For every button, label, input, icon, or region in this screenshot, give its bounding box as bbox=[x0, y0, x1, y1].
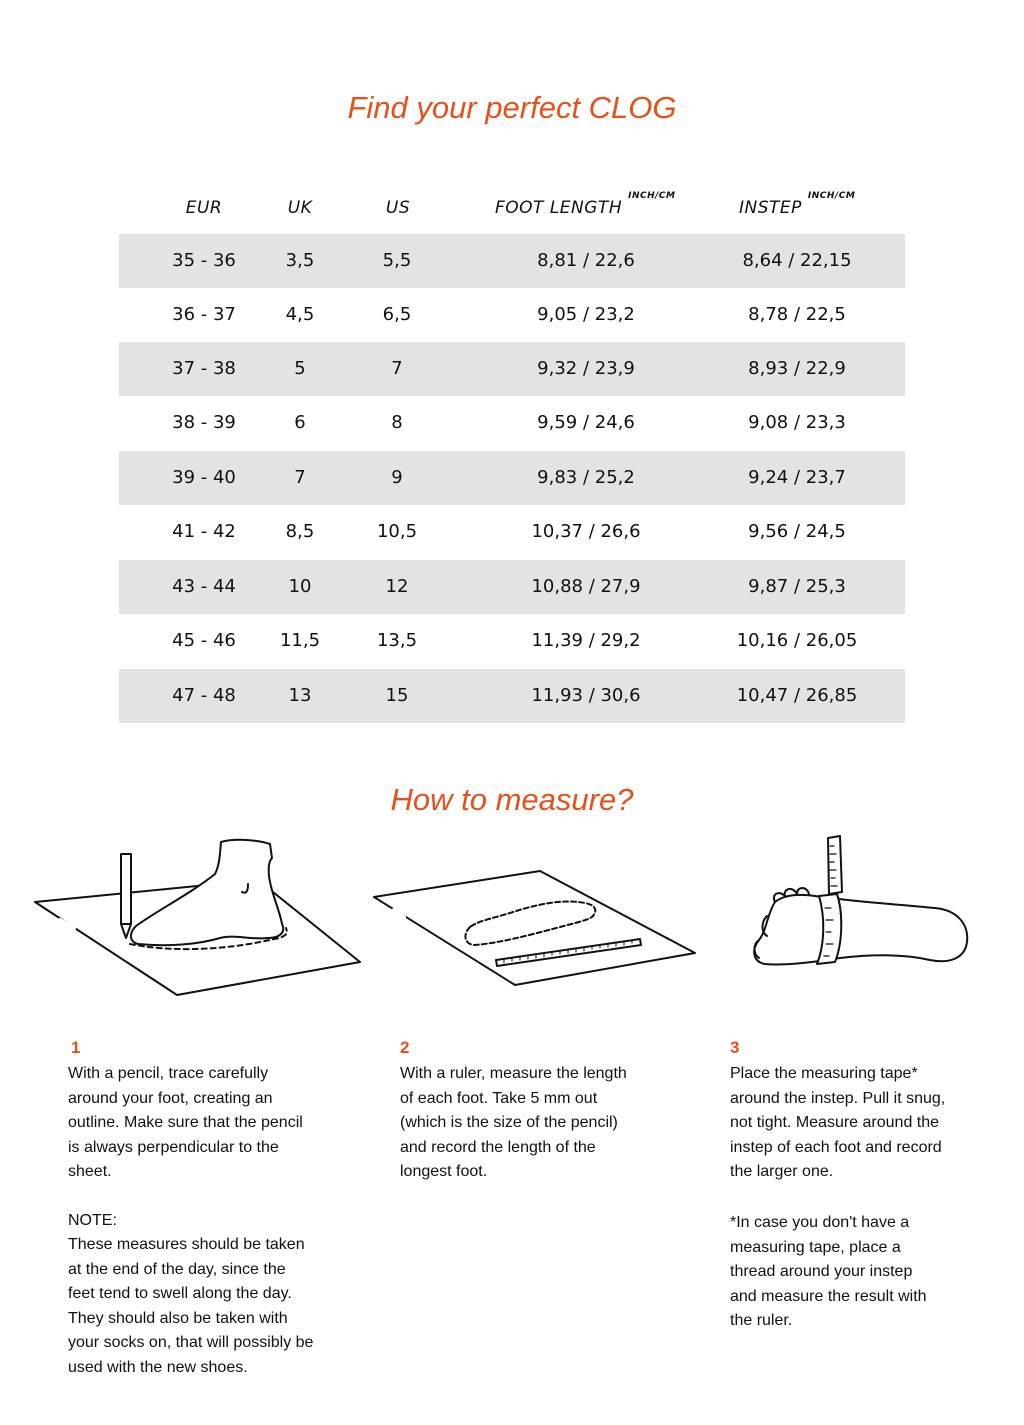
cell-uk: 13 bbox=[288, 685, 312, 706]
cell-us: 9 bbox=[391, 467, 403, 488]
cell-uk: 5 bbox=[294, 358, 306, 379]
cell-uk: 6 bbox=[294, 412, 306, 433]
table-row bbox=[119, 560, 905, 614]
table-row bbox=[119, 396, 905, 450]
cell-us: 6,5 bbox=[382, 304, 412, 325]
header-foot-length-unit: INCH/CM bbox=[628, 191, 676, 202]
header-eur: EUR bbox=[185, 198, 223, 218]
header-foot-length-label: FOOT LENGTH bbox=[495, 198, 623, 218]
header-foot-length bbox=[495, 191, 695, 218]
cell-uk: 10 bbox=[288, 576, 312, 597]
step-2-text: With a ruler, measure the length of each foot. Take 5 mm out (which is the size of the pencil) and record the length of the longest foot. bbox=[400, 1065, 627, 1180]
cell-eur: 38 - 39 bbox=[172, 412, 236, 433]
header-instep-unit: INCH/CM bbox=[807, 191, 856, 202]
cell-instep: 8,93 / 22,9 bbox=[748, 358, 846, 379]
page-title: Find your perfect CLOG bbox=[347, 90, 677, 125]
table-row bbox=[119, 451, 905, 505]
header-uk: UK bbox=[287, 198, 313, 218]
cell-instep: 9,56 / 24,5 bbox=[748, 521, 846, 542]
cell-foot-length: 9,05 / 23,2 bbox=[537, 304, 635, 325]
cell-foot-length: 11,93 / 30,6 bbox=[531, 685, 641, 706]
step-1-text: With a pencil, trace carefully around your foot, creating an outline. Make sure that the pencil is always perpendicular to the sheet. bbox=[68, 1065, 303, 1180]
cell-instep: 9,87 / 25,3 bbox=[748, 576, 846, 597]
table-row bbox=[119, 505, 905, 559]
step-3-number: 3 bbox=[730, 1038, 740, 1057]
step-1-note: These measures should be taken at the end of the day, since the feet tend to swell along the day. They should also be taken with your socks on, that will possibly be used with the new shoes. bbox=[68, 1236, 314, 1376]
cell-instep: 9,24 / 23,7 bbox=[748, 467, 846, 488]
cell-foot-length: 10,88 / 27,9 bbox=[531, 576, 641, 597]
cell-eur: 41 - 42 bbox=[172, 521, 236, 542]
step-3-text: Place the measuring tape* around the instep. Pull it snug, not tight. Measure around the instep of each foot and record the larger one. bbox=[730, 1065, 946, 1180]
cell-eur: 36 - 37 bbox=[172, 304, 236, 325]
header-instep-label: INSTEP bbox=[739, 198, 802, 218]
cell-instep: 8,64 / 22,15 bbox=[742, 250, 852, 271]
cell-instep: 10,16 / 26,05 bbox=[736, 630, 858, 651]
instep-tape-illustration bbox=[745, 832, 975, 972]
cell-eur: 37 - 38 bbox=[172, 358, 236, 379]
cell-us: 15 bbox=[385, 685, 409, 706]
header-us: US bbox=[385, 198, 411, 218]
cell-foot-length: 9,83 / 25,2 bbox=[537, 467, 635, 488]
cell-us: 12 bbox=[385, 576, 409, 597]
table-row bbox=[119, 669, 905, 723]
cell-uk: 8,5 bbox=[285, 521, 315, 542]
table-row bbox=[119, 234, 905, 288]
cell-us: 13,5 bbox=[376, 630, 418, 651]
cell-eur: 35 - 36 bbox=[172, 250, 236, 271]
cell-uk: 3,5 bbox=[285, 250, 315, 271]
step-1-number: 1 bbox=[71, 1038, 81, 1057]
cell-us: 5,5 bbox=[382, 250, 412, 271]
cell-foot-length: 9,32 / 23,9 bbox=[537, 358, 635, 379]
cell-uk: 11,5 bbox=[279, 630, 321, 651]
foot-tracing-illustration bbox=[30, 832, 365, 1002]
cell-eur: 47 - 48 bbox=[172, 685, 236, 706]
cell-instep: 9,08 / 23,3 bbox=[748, 412, 846, 433]
cell-us: 7 bbox=[391, 358, 403, 379]
cell-instep: 10,47 / 26,85 bbox=[736, 685, 858, 706]
cell-us: 8 bbox=[391, 412, 403, 433]
table-row bbox=[119, 288, 905, 342]
cell-uk: 7 bbox=[294, 467, 306, 488]
header-instep bbox=[739, 191, 899, 218]
table-row bbox=[119, 614, 905, 668]
ruler-measure-illustration bbox=[370, 865, 700, 990]
cell-foot-length: 11,39 / 29,2 bbox=[531, 630, 641, 651]
cell-uk: 4,5 bbox=[285, 304, 315, 325]
cell-eur: 45 - 46 bbox=[172, 630, 236, 651]
cell-foot-length: 10,37 / 26,6 bbox=[531, 521, 641, 542]
step-1-note-label: NOTE: bbox=[68, 1212, 117, 1229]
cell-foot-length: 8,81 / 22,6 bbox=[537, 250, 635, 271]
cell-foot-length: 9,59 / 24,6 bbox=[537, 412, 635, 433]
cell-us: 10,5 bbox=[376, 521, 418, 542]
cell-eur: 43 - 44 bbox=[172, 576, 236, 597]
measure-title: How to measure? bbox=[390, 782, 634, 817]
table-row bbox=[119, 342, 905, 396]
step-3-note: *In case you don't have a measuring tape, place a thread around your instep and measure the result with the ruler. bbox=[730, 1214, 927, 1329]
cell-eur: 39 - 40 bbox=[172, 467, 236, 488]
cell-instep: 8,78 / 22,5 bbox=[748, 304, 846, 325]
step-2-number: 2 bbox=[400, 1038, 410, 1057]
